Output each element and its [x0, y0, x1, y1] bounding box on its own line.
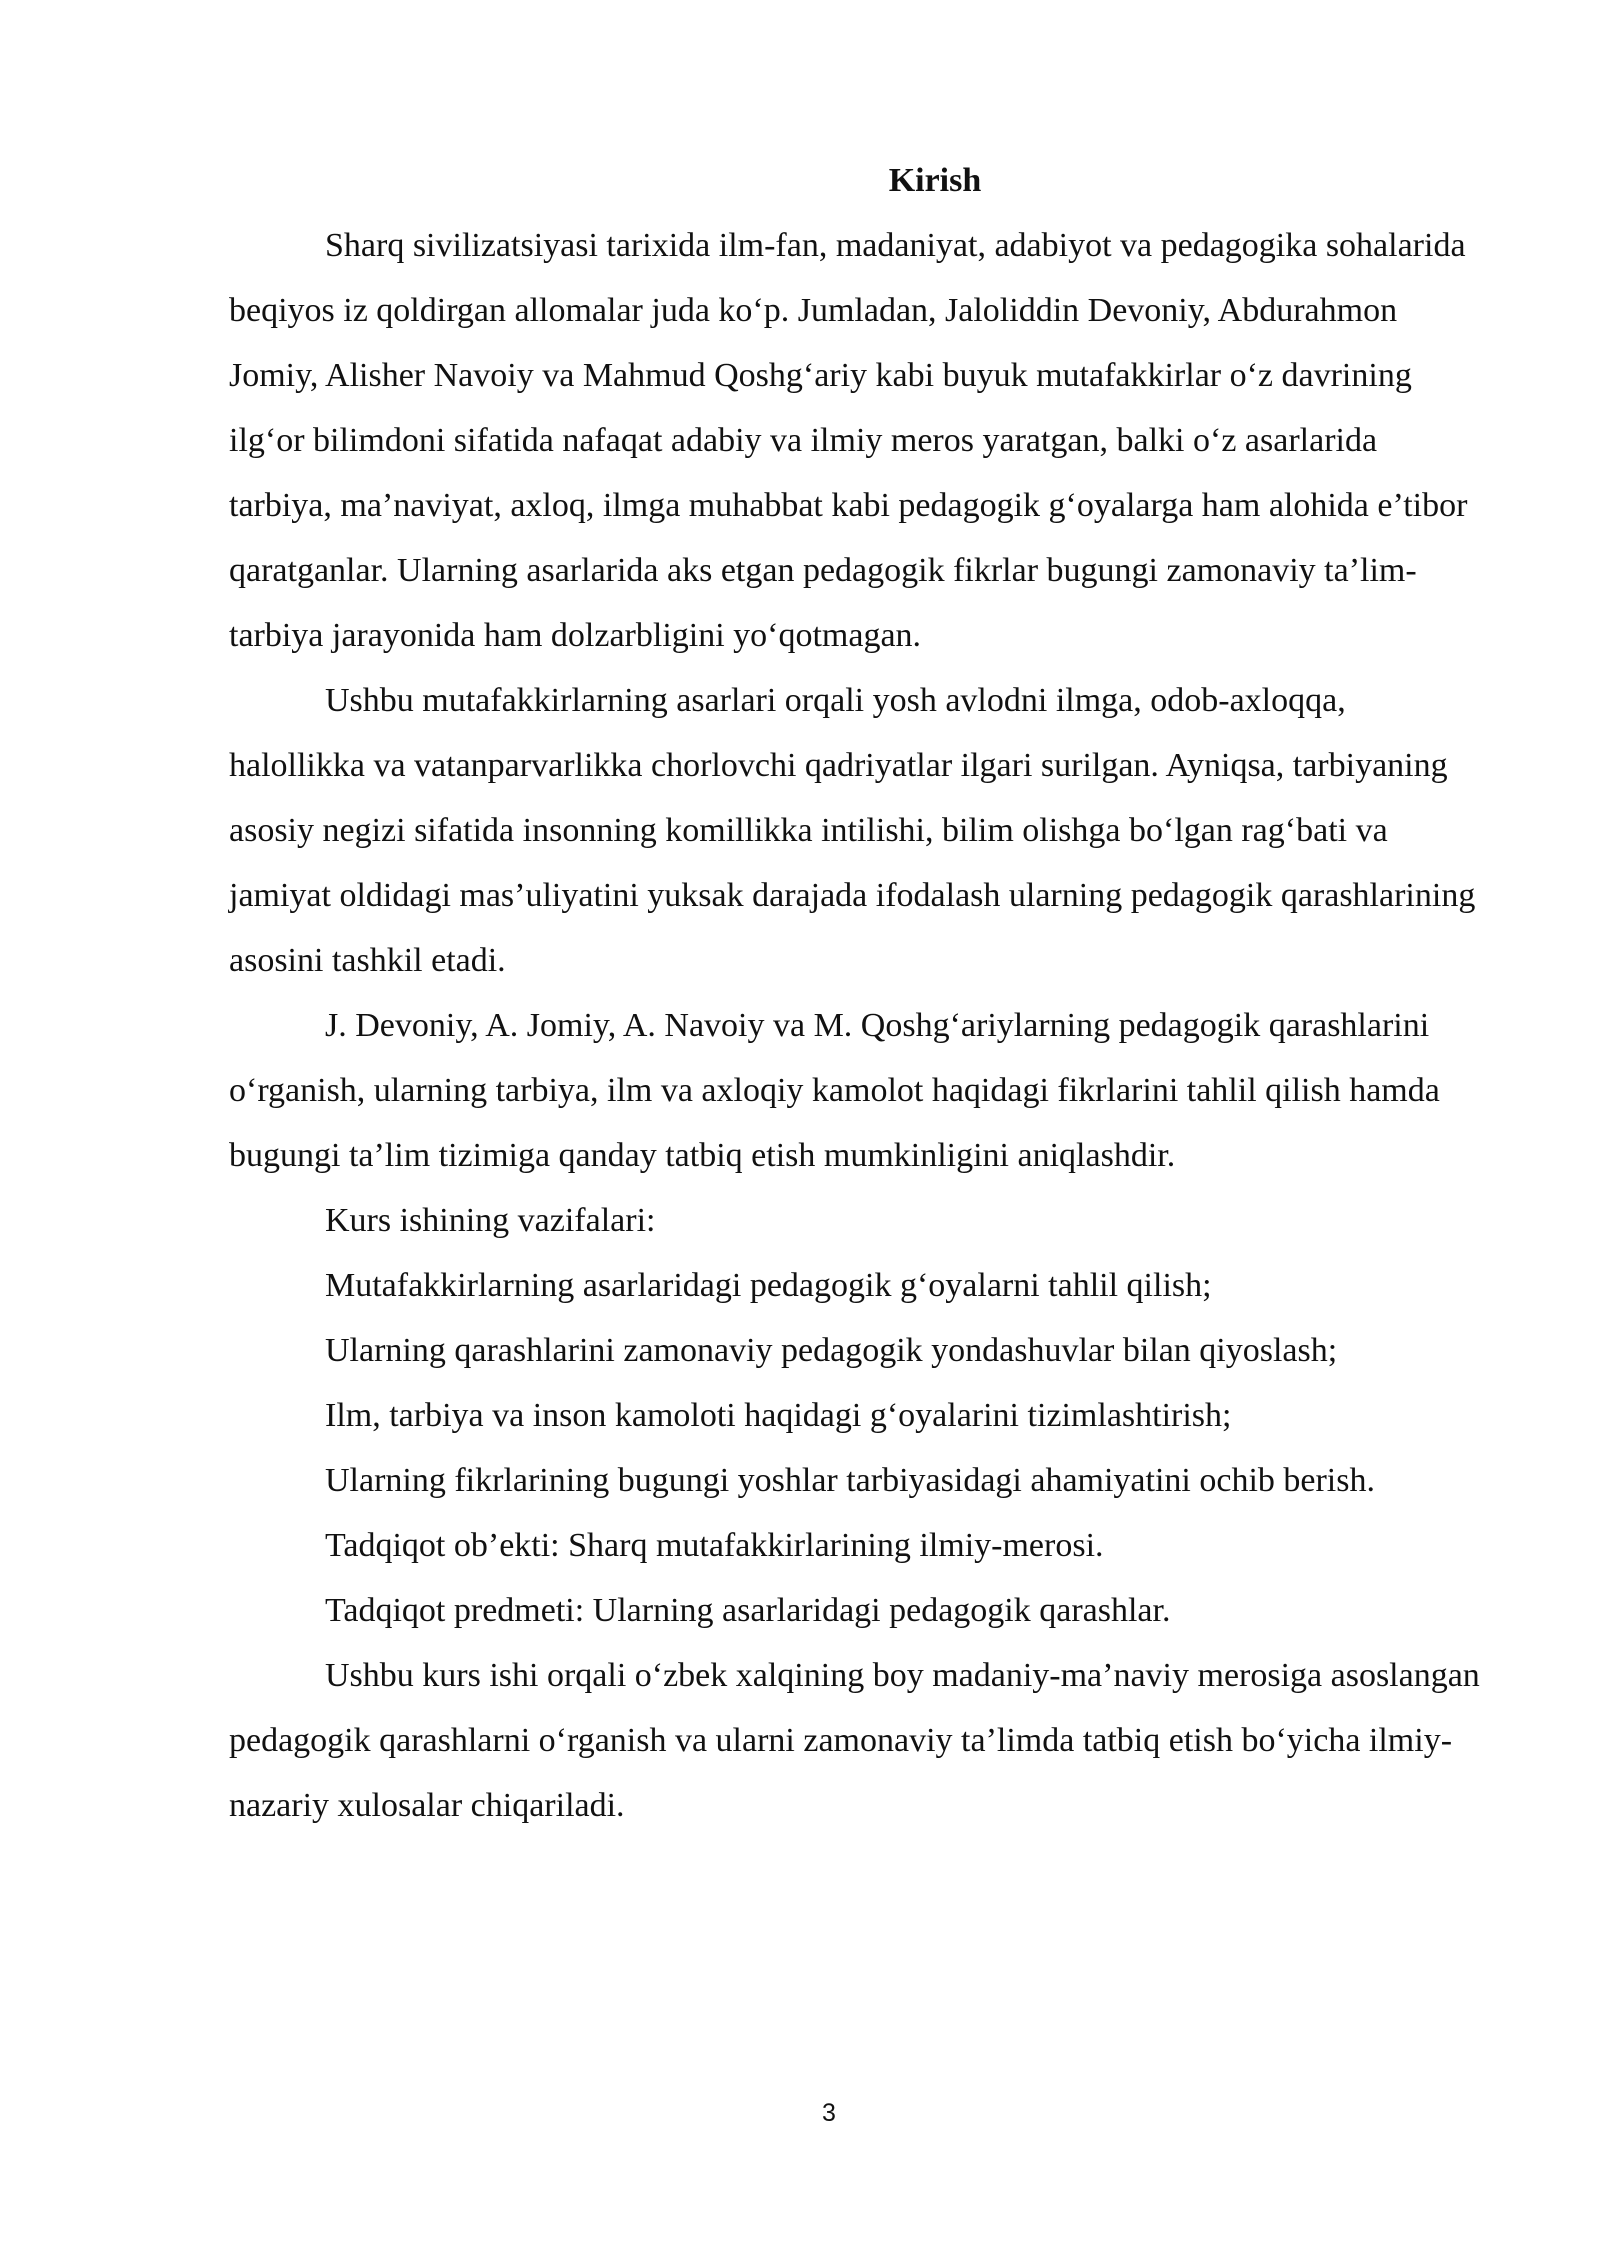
page-body [229, 148, 1481, 1838]
paragraph-intro: Sharq sivilizatsiyasi tarixida ilm-fan, madaniyat, adabiyot va pedagogika sohalarida beqiyos iz qoldirgan allomalar juda ko‘p. Jumladan, Jaloliddin Devoniy, Abdurahmon Jomiy, Alisher Navoiy va Mahmud Qoshg‘ariy kabi buyuk mutafakkirlar o‘z davrining ilg‘or bilimdoni sifatida nafaqat adabiy va ilmiy meros yaratgan, balki o‘z asarlarida tarbiya, ma’naviyat, axloq, ilmga muhabbat kabi pedagogik g‘oyalarga ham alohida e’tibor qaratganlar. Ularning asarlarida aks etgan pedagogik fikrlar bugungi zamonaviy ta’lim-tarbiya jarayonida ham dolzarbligini yo‘qotmagan. [229, 227, 1468, 654]
task-item-3: Ilm, tarbiya va inson kamoloti haqidagi g‘oyalarini tizimlashtirish; [325, 1397, 1232, 1434]
section-title: Kirish [888, 162, 982, 199]
page-number: 3 [822, 2099, 836, 2127]
paragraph-research-subject: Tadqiqot predmeti: Ularning asarlaridagi pedagogik qarashlar. [325, 1592, 1171, 1629]
task-item-2: Ularning qarashlarini zamonaviy pedagogik yondashuvlar bilan qiyoslash; [325, 1332, 1338, 1369]
task-item-1: Mutafakkirlarning asarlaridagi pedagogik g‘oyalarni tahlil qilish; [325, 1267, 1212, 1304]
paragraph-conclusion: Ushbu kurs ishi orqali o‘zbek xalqining boy madaniy-ma’naviy merosiga asoslangan pedagogik qarashlarni o‘rganish va ularni zamonaviy ta’limda tatbiq etish bo‘yicha ilmiy-nazariy xulosalar chiqariladi. [229, 1657, 1480, 1824]
paragraph-tasks-heading: Kurs ishining vazifalari: [325, 1202, 656, 1239]
paragraph-research-object: Tadqiqot ob’ekti: Sharq mutafakkirlarining ilmiy-merosi. [325, 1527, 1104, 1564]
paragraph-aim: J. Devoniy, A. Jomiy, A. Navoiy va M. Qoshg‘ariylarning pedagogik qarashlarini o‘rganish, ularning tarbiya, ilm va axloqiy kamolot haqidagi fikrlarini tahlil qilish hamda bugungi ta’lim tizimiga qanday tatbiq etish mumkinligini aniqlashdir. [229, 1007, 1440, 1174]
task-item-4: Ularning fikrlarining bugungi yoshlar tarbiyasidagi ahamiyatini ochib berish. [325, 1462, 1375, 1499]
paragraph-thinkers: Ushbu mutafakkirlarning asarlari orqali yosh avlodni ilmga, odob-axloqqa, halollikka va vatanparvarlikka chorlovchi qadriyatlar ilgari surilgan. Ayniqsa, tarbiyaning asosiy negizi sifatida insonning komillikka intilishi, bilim olishga bo‘lgan rag‘bati va jamiyat oldidagi mas’uliyatini yuksak darajada ifodalash ularning pedagogik qarashlarining asosini tashkil etadi. [229, 682, 1476, 979]
